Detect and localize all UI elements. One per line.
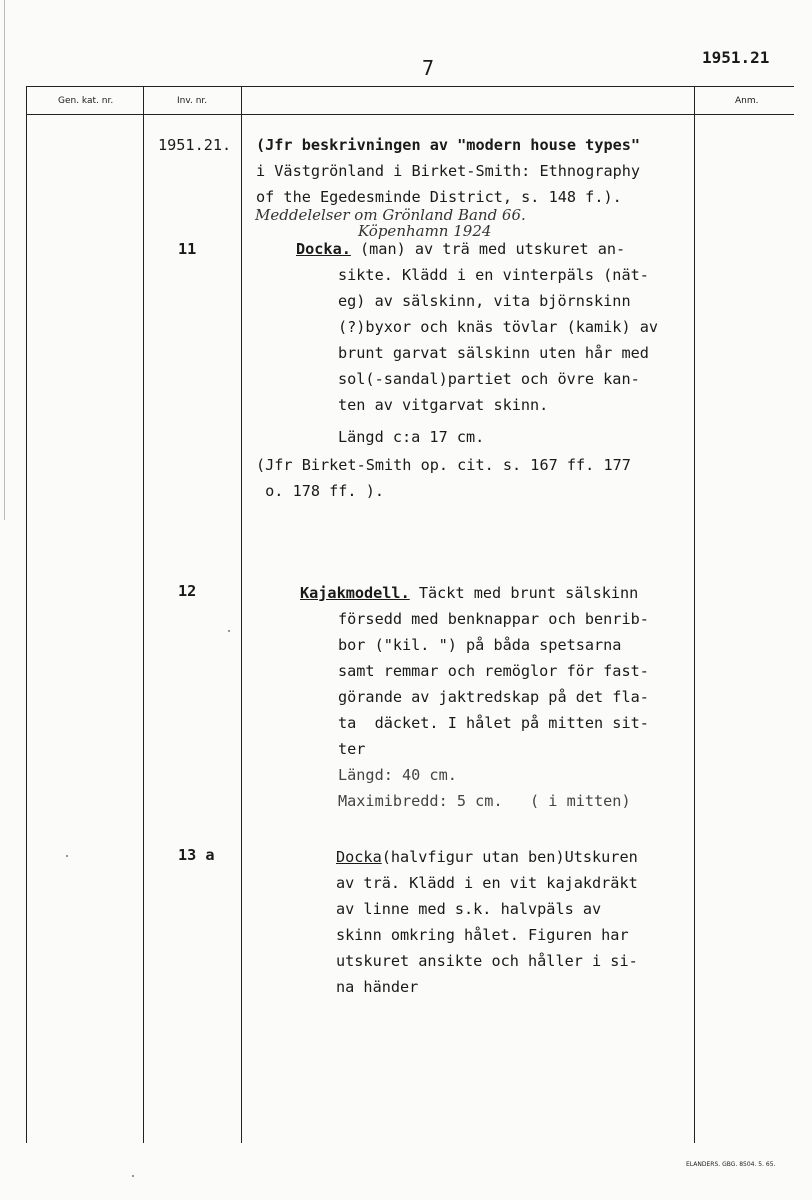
page-edge-line bbox=[4, 0, 5, 520]
page-number: 7 bbox=[422, 56, 435, 80]
entry-line: sol(-sandal)partiet och övre kan- bbox=[338, 370, 640, 388]
entry-line: skinn omkring hålet. Figuren har bbox=[336, 926, 629, 944]
column-header-inv: Inv. nr. bbox=[177, 96, 208, 106]
entry-measure: Maximibredd: 5 cm. ( i mitten) bbox=[338, 792, 631, 810]
entry-inv-number: 13 a bbox=[178, 846, 215, 864]
intro-line: (Jfr beskrivningen av "modern house types" bbox=[256, 136, 641, 154]
entry-line: (?)byxor och knäs tövlar (kamik) av bbox=[338, 318, 659, 336]
intro-line: of the Egedesminde District, s. 148 f.). bbox=[256, 188, 622, 206]
entry-line: na händer bbox=[336, 978, 419, 996]
intro-inv-number: 1951.21. bbox=[158, 136, 232, 154]
column-header-anm: Anm. bbox=[735, 96, 759, 106]
entry-line: samt remmar och remöglor för fast- bbox=[338, 662, 649, 680]
entry-line bbox=[336, 844, 638, 870]
entry-title-continuation: (halvfigur utan ben)Utskuren bbox=[381, 848, 638, 866]
entry-line: ta däcket. I hålet på mitten sit- bbox=[338, 714, 649, 732]
entry-line: brunt garvat sälskinn uten hår med bbox=[338, 344, 649, 362]
entry-inv-number: 11 bbox=[178, 240, 197, 258]
entry-title-continuation: (man) av trä med utskuret an- bbox=[350, 240, 626, 258]
column-rule-inv bbox=[241, 86, 242, 1143]
entry-line: bor ("kil. ") på båda spetsarna bbox=[338, 636, 622, 654]
entry-line: ten av vitgarvat skinn. bbox=[338, 396, 549, 414]
entry-inv-number: 12 bbox=[178, 582, 197, 600]
column-rule-gen-kat bbox=[143, 86, 144, 1143]
entry-reference: o. 178 ff. ). bbox=[256, 482, 385, 500]
entry-title-continuation: Täckt med brunt sälskinn bbox=[409, 584, 639, 602]
left-border-rule bbox=[26, 86, 27, 1143]
scan-speck bbox=[66, 855, 68, 857]
scan-speck bbox=[132, 1175, 134, 1177]
entry-line: utskuret ansikte och håller i si- bbox=[336, 952, 638, 970]
entry-line: av linne med s.k. halvpäls av bbox=[336, 900, 602, 918]
entry-line: görande av jaktredskap på det fla- bbox=[338, 688, 649, 706]
entry-line bbox=[300, 580, 638, 606]
scan-speck bbox=[228, 630, 230, 632]
entry-line: sikte. Klädd i en vinterpäls (nät- bbox=[338, 266, 649, 284]
intro-line: i Västgrönland i Birket-Smith: Ethnography bbox=[256, 162, 641, 180]
entry-line: ter bbox=[338, 740, 366, 758]
entry-measure: Längd c:a 17 cm. bbox=[338, 428, 485, 446]
entry-line bbox=[296, 236, 625, 262]
entry-line: av trä. Klädd i en vit kajakdräkt bbox=[336, 874, 638, 892]
column-rule-anm bbox=[694, 86, 695, 1143]
entry-title: Kajakmodell. bbox=[300, 584, 410, 602]
table-top-rule bbox=[26, 86, 794, 87]
entry-reference: (Jfr Birket-Smith op. cit. s. 167 ff. 177 bbox=[256, 456, 631, 474]
table-header-rule bbox=[26, 114, 794, 115]
entry-title: Docka bbox=[336, 848, 382, 866]
entry-measure: Längd: 40 cm. bbox=[338, 766, 457, 784]
handwritten-note: Meddelelser om Grönland Band 66. bbox=[255, 206, 526, 224]
entry-line: eg) av sälskinn, vita björnskinn bbox=[338, 292, 631, 310]
column-header-gen-kat: Gen. kat. nr. bbox=[58, 96, 114, 106]
printer-mark: ELANDERS. GBG. 8504. 5. 65. bbox=[686, 1161, 776, 1168]
entry-line: försedd med benknappar och benrib- bbox=[338, 610, 649, 628]
handwritten-note: Köpenhamn 1924 bbox=[358, 222, 492, 240]
entry-title: Docka. bbox=[296, 240, 351, 258]
header-reference: 1951.21 bbox=[702, 48, 770, 67]
